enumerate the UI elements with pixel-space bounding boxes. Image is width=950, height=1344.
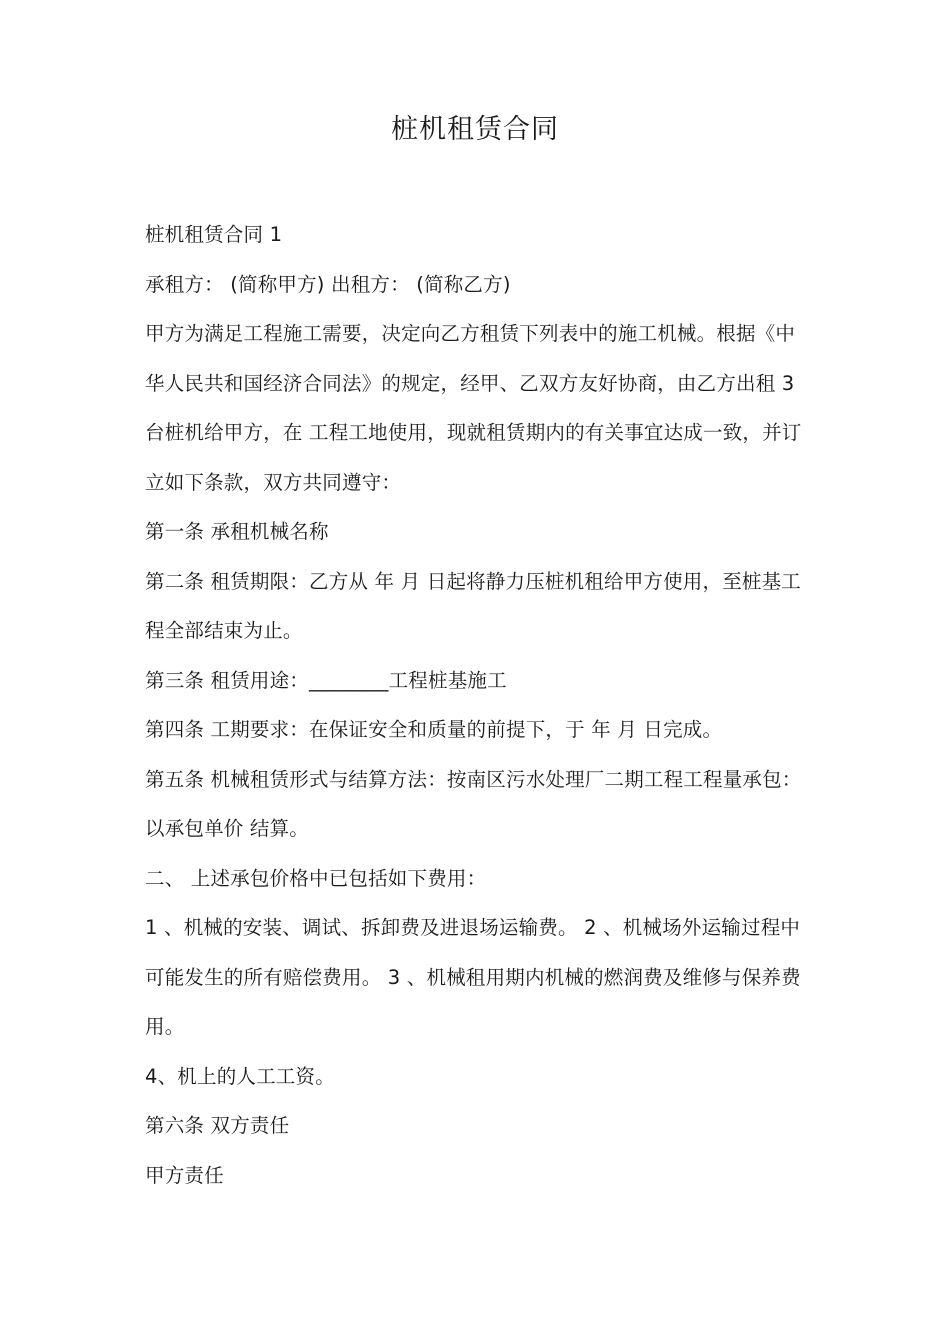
section-2-heading: 二、 上述承包价格中已包括如下费用： (145, 866, 487, 890)
document-body (145, 210, 810, 1200)
contract-subtitle: 桩机租赁合同 1 (145, 223, 283, 246)
article-1: 第一条 承租机械名称 (145, 520, 329, 543)
article-6: 第六条 双方责任 (145, 1114, 290, 1137)
preamble-paragraph: 甲方为满足工程施工需要，决定向乙方租赁下列表中的施工机械。根据《中华人民共和国经济合同法》的规定，经甲、乙双方友好协商，由乙方出租 3 台桩机给甲方，在 工程工地使用，现就租赁期内的有关事宜达成一致，并订立如下条款，双方共同遵守： (145, 322, 802, 494)
parties-line: 承租方： (简称甲方) 出租方： (简称乙方) (145, 272, 511, 296)
party-a-responsibility-heading: 甲方责任 (145, 1163, 224, 1187)
fee-item-4: 4、机上的人工工资。 (145, 1064, 335, 1088)
article-3: 第三条 租赁用途：________工程桩基施工 (145, 668, 507, 692)
article-4: 第四条 工期要求：在保证安全和质量的前提下，于 年 月 日完成。 (145, 718, 723, 741)
fee-items-paragraph: 1 、机械的安装、调试、拆卸费及进退场运输费。 2 、机械场外运输过程中可能发生的所有赔偿费用。 3 、机械租用期内机械的燃润费及维修与保养费用。 (145, 916, 801, 1038)
article-5: 第五条 机械租赁形式与结算方法：按南区污水处理厂二期工程工程量承包：以承包单价 结算。 (145, 767, 802, 840)
article-2: 第二条 租赁期限：乙方从 年 月 日起将静力压桩机租给甲方使用，至桩基工程全部结束为止。 (145, 569, 801, 642)
document-title: 桩机租赁合同 (391, 114, 559, 145)
